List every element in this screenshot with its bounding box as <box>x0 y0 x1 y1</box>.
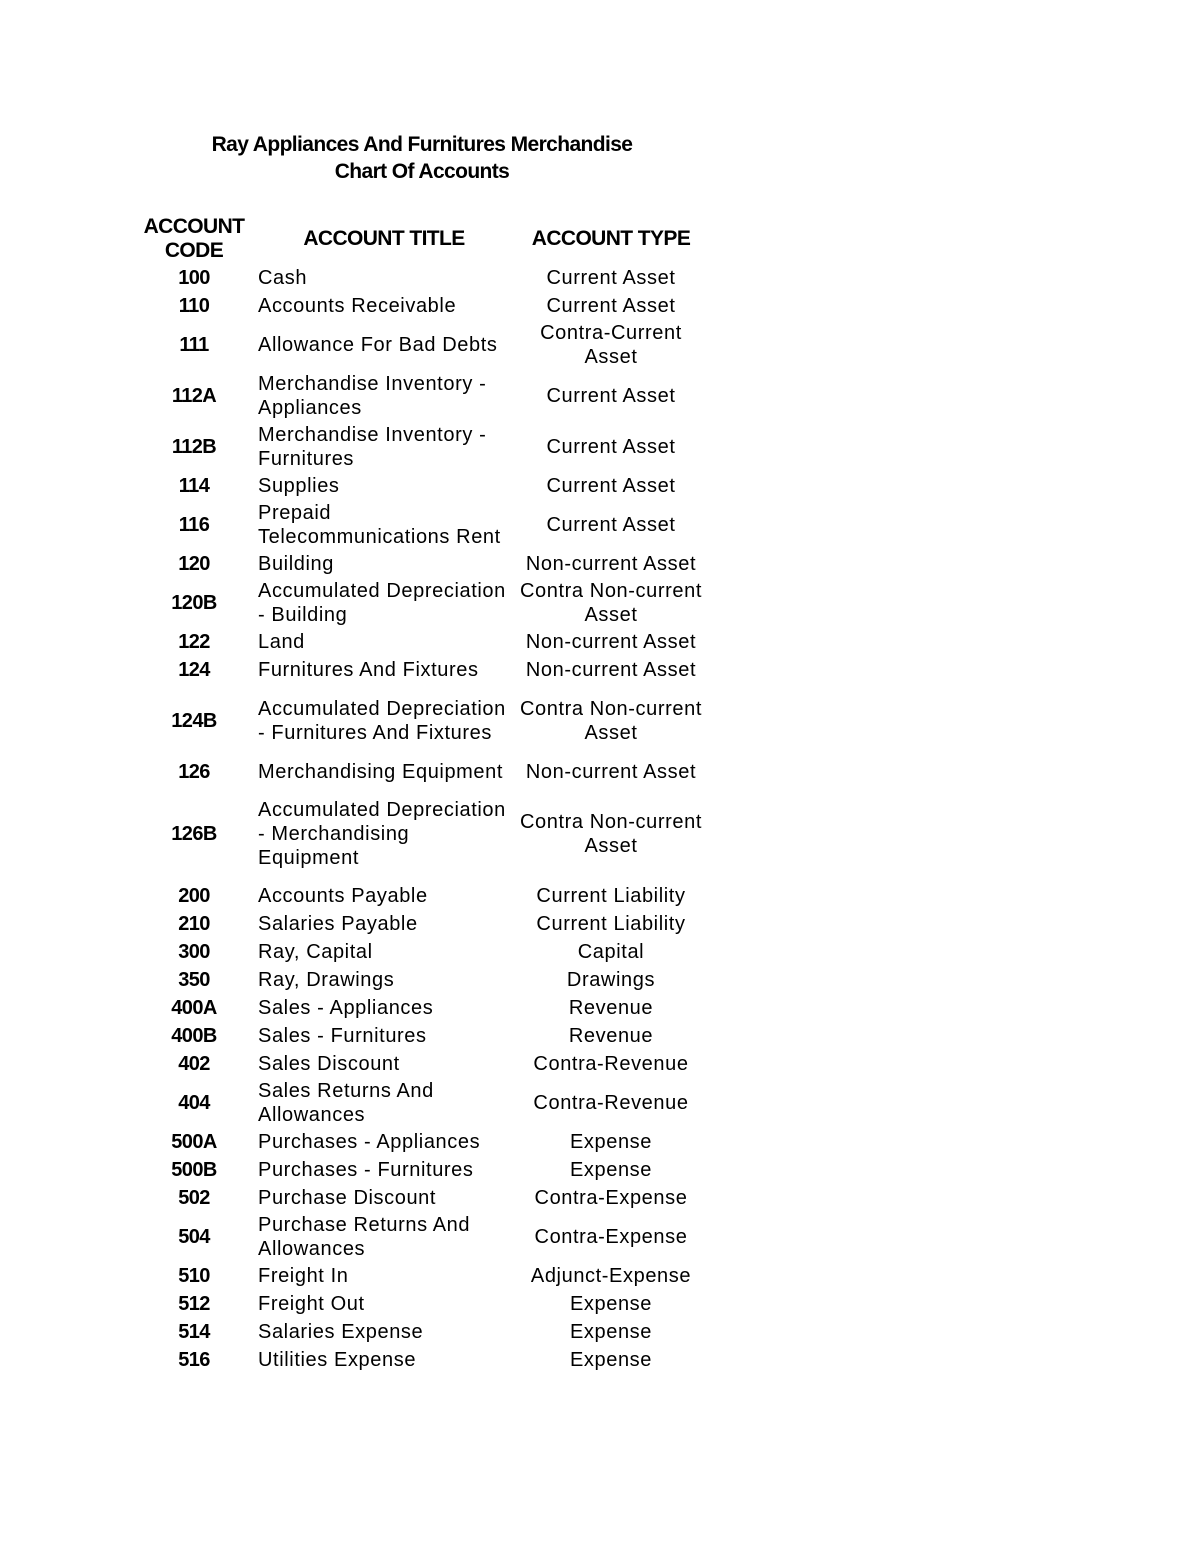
table-row <box>0 264 1200 292</box>
document-title-line-2: Chart Of Accounts <box>334 160 510 183</box>
account-code-cell: 210 <box>178 913 210 935</box>
table-row <box>0 1128 1200 1156</box>
table-row <box>0 966 1200 994</box>
table-row <box>0 1290 1200 1318</box>
account-code-cell: 516 <box>178 1349 210 1371</box>
account-type-cell: Non-current Asset <box>525 659 697 681</box>
account-type-cell: Expense <box>569 1131 653 1153</box>
account-title-cell: Sales Discount <box>258 1053 400 1075</box>
account-title-cell: Ray, Capital <box>258 941 373 963</box>
account-title-cell: Supplies <box>258 475 340 497</box>
document-title <box>140 131 704 185</box>
table-row <box>0 550 1200 578</box>
account-title-cell: Prepaid Telecommunications Rent <box>258 502 501 548</box>
account-title-cell: Accounts Receivable <box>258 295 457 317</box>
account-type-cell: Current Asset <box>546 267 676 289</box>
accounts-table <box>0 264 1200 1374</box>
account-type-cell: Current Asset <box>546 514 676 536</box>
account-type-cell: Current Asset <box>546 475 676 497</box>
account-title-cell: Sales - Furnitures <box>258 1025 427 1047</box>
account-title-cell: Purchases - Furnitures <box>258 1159 474 1181</box>
account-type-cell: Drawings <box>566 969 656 991</box>
account-code-cell: 200 <box>178 885 210 907</box>
table-row <box>0 656 1200 684</box>
account-code-cell: 502 <box>178 1187 210 1209</box>
account-type-cell: Contra-Expense <box>534 1226 688 1248</box>
table-row <box>0 628 1200 656</box>
account-type-cell: Expense <box>569 1159 653 1181</box>
account-type-cell: Contra-Expense <box>534 1187 688 1209</box>
account-title-cell: Accounts Payable <box>258 885 428 907</box>
account-title-cell: Ray, Drawings <box>258 969 395 991</box>
account-type-cell: Current Asset <box>546 295 676 317</box>
account-code-cell: 126 <box>178 761 210 783</box>
table-row <box>0 882 1200 910</box>
table-row <box>0 910 1200 938</box>
table-row <box>0 684 1200 758</box>
account-title-cell: Furnitures And Fixtures <box>258 659 479 681</box>
account-code-cell: 112B <box>171 435 217 458</box>
account-type-cell: Expense <box>569 1293 653 1315</box>
table-row <box>0 1212 1200 1262</box>
account-title-cell: Allowance For Bad Debts <box>258 334 498 356</box>
account-title-cell: Building <box>258 553 334 575</box>
table-row <box>0 500 1200 550</box>
table-row <box>0 292 1200 320</box>
account-code-cell: 504 <box>178 1226 210 1248</box>
account-type-cell: Expense <box>569 1321 653 1343</box>
account-code-cell: 402 <box>178 1053 210 1075</box>
table-row <box>0 1050 1200 1078</box>
account-type-cell: Revenue <box>568 1025 654 1047</box>
document-title-line-1: Ray Appliances And Furnitures Merchandise <box>211 133 633 156</box>
account-code-cell: 124B <box>171 710 217 732</box>
table-row <box>0 1318 1200 1346</box>
account-code-cell: 114 <box>178 475 210 497</box>
header-account-title: ACCOUNT TITLE <box>303 227 465 250</box>
account-code-cell: 116 <box>178 514 210 536</box>
table-row <box>0 421 1200 472</box>
table-row <box>0 472 1200 500</box>
account-title-cell: Accumulated Depreciation - Building <box>258 580 506 626</box>
account-title-cell: Accumulated Depreciation - Furnitures And Fixtures <box>258 698 506 744</box>
account-title-cell: Merchandise Inventory - Furnitures <box>258 423 487 470</box>
account-title-cell: Salaries Expense <box>258 1321 424 1343</box>
account-code-cell: 122 <box>178 631 210 653</box>
header-account-type: ACCOUNT TYPE <box>531 227 691 250</box>
account-code-cell: 400B <box>171 1025 217 1047</box>
account-code-cell: 400A <box>171 997 217 1019</box>
account-code-cell: 110 <box>178 295 210 317</box>
table-row <box>0 1156 1200 1184</box>
account-title-cell: Utilities Expense <box>258 1349 417 1371</box>
account-code-cell: 500A <box>171 1131 217 1153</box>
account-code-cell: 300 <box>178 941 210 963</box>
table-row <box>0 370 1200 421</box>
account-title-cell: Sales Returns And Allowances <box>258 1080 434 1126</box>
account-code-cell: 120B <box>171 592 217 614</box>
account-type-cell: Current Asset <box>546 435 676 458</box>
table-header-row <box>0 212 1200 266</box>
account-type-cell: Contra Non-current Asset <box>520 811 702 857</box>
table-row <box>0 1346 1200 1374</box>
account-type-cell: Contra Non-current Asset <box>520 580 702 626</box>
account-title-cell: Sales - Appliances <box>258 997 434 1019</box>
account-type-cell: Adjunct-Expense <box>530 1265 692 1287</box>
account-code-cell: 100 <box>178 267 210 289</box>
account-code-cell: 126B <box>171 823 217 845</box>
table-row <box>0 938 1200 966</box>
account-type-cell: Non-current Asset <box>525 553 697 575</box>
table-row <box>0 1022 1200 1050</box>
table-row <box>0 320 1200 370</box>
account-type-cell: Capital <box>577 941 645 963</box>
account-type-cell: Non-current Asset <box>525 761 697 783</box>
account-title-cell: Accumulated Depreciation - Merchandising Equipment <box>258 799 506 869</box>
account-type-cell: Expense <box>569 1349 653 1371</box>
account-title-cell: Merchandising Equipment <box>258 761 504 783</box>
account-title-cell: Purchase Discount <box>258 1187 437 1209</box>
account-title-cell: Land <box>258 631 305 653</box>
account-title-cell: Purchase Returns And Allowances <box>258 1214 471 1260</box>
table-row <box>0 1078 1200 1128</box>
account-type-cell: Current Asset <box>546 384 676 407</box>
account-type-cell: Contra-Revenue <box>533 1053 689 1075</box>
account-title-cell: Cash <box>258 267 308 289</box>
account-type-cell: Contra Non-current Asset <box>520 698 702 744</box>
table-row <box>0 578 1200 628</box>
account-type-cell: Non-current Asset <box>525 631 697 653</box>
account-code-cell: 404 <box>178 1092 210 1114</box>
account-code-cell: 512 <box>178 1293 210 1315</box>
account-code-cell: 514 <box>178 1321 210 1343</box>
account-code-cell: 112A <box>171 384 217 407</box>
account-title-cell: Freight Out <box>258 1293 365 1315</box>
account-type-cell: Contra-Revenue <box>533 1092 689 1114</box>
table-row <box>0 1262 1200 1290</box>
account-code-cell: 111 <box>179 334 209 356</box>
table-row <box>0 1184 1200 1212</box>
account-type-cell: Contra-Current Asset <box>540 322 682 368</box>
account-title-cell: Salaries Payable <box>258 913 418 935</box>
account-type-cell: Current Liability <box>536 885 686 907</box>
account-type-cell: Current Liability <box>536 913 686 935</box>
account-code-cell: 510 <box>178 1265 210 1287</box>
header-account-code: ACCOUNT CODE <box>143 215 245 262</box>
account-code-cell: 124 <box>178 659 210 681</box>
table-row <box>0 994 1200 1022</box>
table-row <box>0 758 1200 786</box>
account-code-cell: 350 <box>178 969 210 991</box>
account-code-cell: 120 <box>178 553 210 575</box>
account-title-cell: Purchases - Appliances <box>258 1131 481 1153</box>
account-code-cell: 500B <box>171 1159 217 1181</box>
account-title-cell: Freight In <box>258 1265 349 1287</box>
table-row <box>0 786 1200 882</box>
account-type-cell: Revenue <box>568 997 654 1019</box>
account-title-cell: Merchandise Inventory - Appliances <box>258 372 487 419</box>
